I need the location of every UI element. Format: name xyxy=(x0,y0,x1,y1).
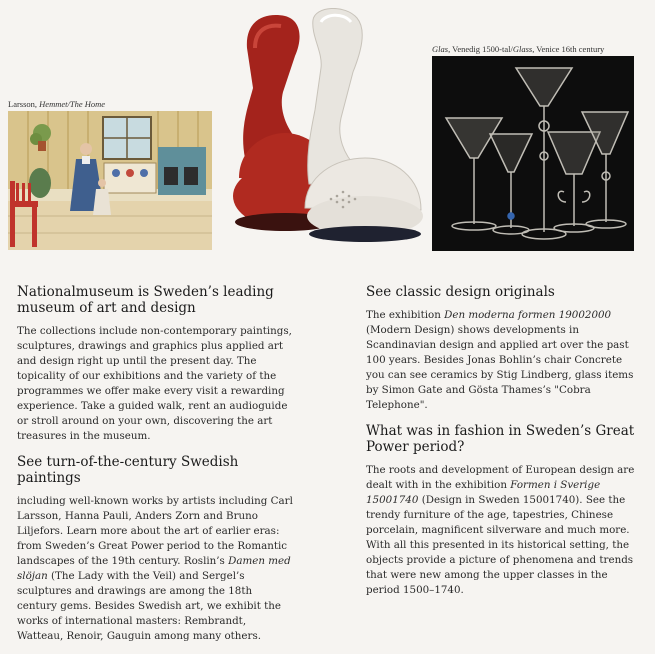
paintings-heading: See turn-of-the-century Swedish paintings xyxy=(17,454,239,486)
glas-caption: Glas, Venedig 1500-tal/Glass, Venice 16th century xyxy=(432,44,605,54)
right-column xyxy=(366,284,641,608)
design-paragraph: The exhibition Den moderna formen 19002000 (Modern Design) shows developments in Scandinavian design and applied art over the past 100 years. Besides Jonas Bohlin’s chair Concrete you can see ceramics by Stig Lindberg, glass items by Simon Gate and Gösta Thames’s "Cobra Telephone". xyxy=(366,309,634,411)
paintings-paragraph: including well-known works by artists including Carl Larsson, Hanna Pauli, Anders Zorn and Bruno Liljefors. Learn more about the art of earlier eras: from Sweden’s Great Power period to the Romantic landscapes of the 19th century. Roslin’s Damen med slöjan (The Lady with the Veil) and Sergel’s sculptures and drawings are among the 18th century gems. Besides Swedish art, we exhibit the works of international masters: Rembrandt, Watteau, Renoir, Gauguin among many others. xyxy=(17,495,293,642)
design-heading: See classic design originals xyxy=(366,284,555,300)
great-power-heading: What was in fashion in Sweden’s Great Power period? xyxy=(366,423,635,455)
cobra-telephone-image xyxy=(225,8,427,248)
museum-heading: Nationalmuseum is Sweden’s leading museum of art and design xyxy=(17,284,274,316)
larsson-painting-image xyxy=(8,111,212,250)
left-column xyxy=(17,284,295,654)
venetian-glass-image xyxy=(432,56,634,251)
larsson-caption: Larsson, Hemmet/The Home xyxy=(8,99,106,109)
museum-paragraph: The collections include non-contemporary paintings, sculptures, drawings and graphics plus applied art and design right up until the present day. The topicality of our exhibitions and the variety of the programmes we offer make every visit a rewarding experience. Take a guided walk, rent an audioguide or stroll around on your own, discovering the art treasures in the museum. xyxy=(17,325,292,442)
great-power-paragraph: The roots and development of European design are dealt with in the exhibition Formen i Sverige 15001740 (Design in Sweden 15001740). See the trendy furniture of the age, tapestries, Chinese porcelain, magnificent silverware and much more. With all this presented in its historical setting, the objects provide a picture of phenomena and trends that were new among the upper classes in the period 1500–1740. xyxy=(366,464,635,596)
